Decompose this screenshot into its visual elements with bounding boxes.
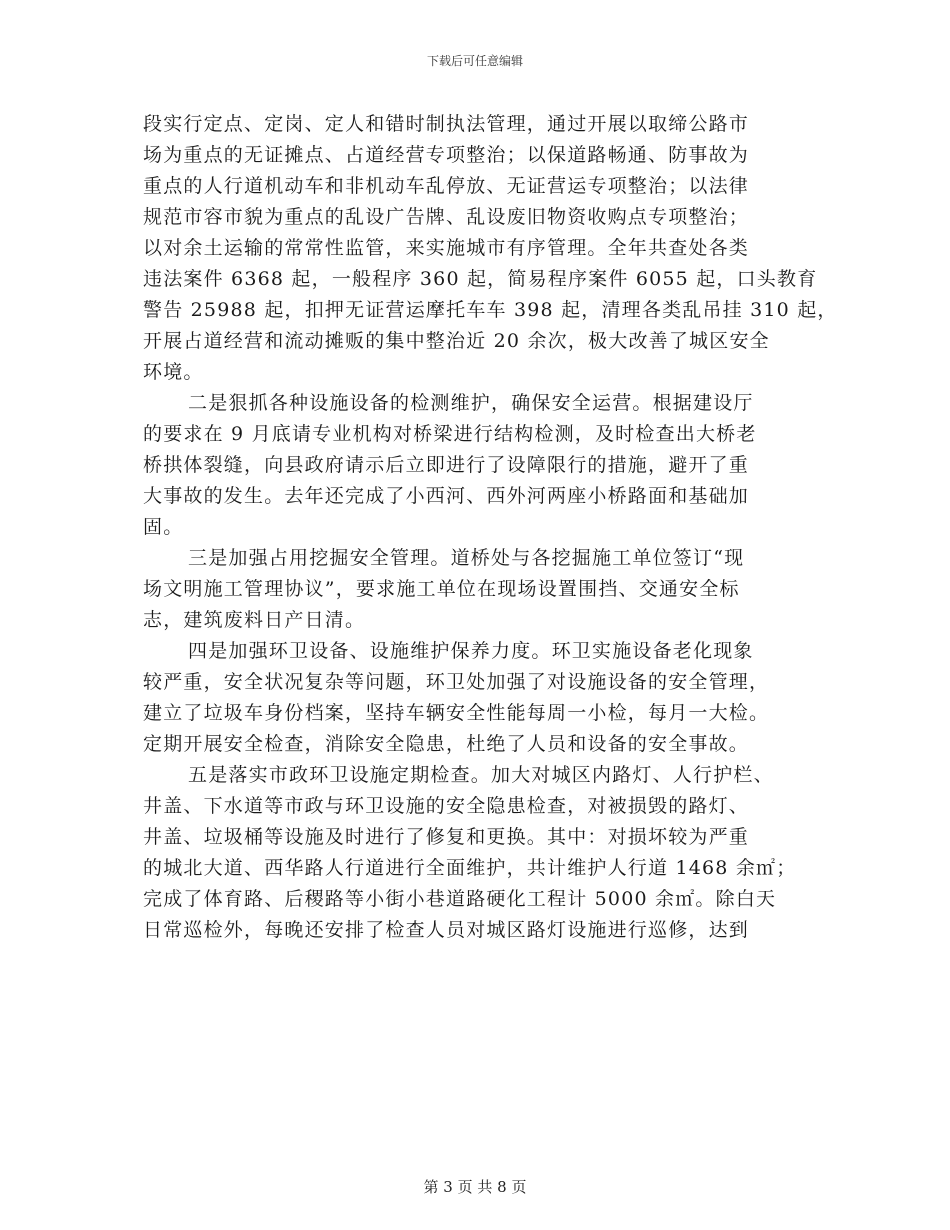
body-line: 井盖、垃圾桶等设施及时进行了修复和更换。其中：对损坏较为严重 bbox=[143, 826, 750, 848]
body-line: 完成了体育路、后稷路等小街小巷道路硬化工程计 5000 余㎡。除白天 bbox=[143, 888, 777, 910]
paragraph-first-line: 三是加强占用挖掘安全管理。道桥处与各挖掘施工单位签订“现 bbox=[188, 547, 745, 569]
page-number-footer: 第 3 页 共 8 页 bbox=[423, 1178, 527, 1196]
body-line: 违法案件 6368 起，一般程序 360 起，简易程序案件 6055 起，口头教育 bbox=[143, 268, 818, 290]
body-line: 重点的人行道机动车和非机动车乱停放、无证营运专项整治；以法律 bbox=[143, 175, 750, 197]
body-line: 桥拱体裂缝，向县政府请示后立即进行了设障限行的措施，避开了重 bbox=[143, 454, 750, 476]
body-line: 段实行定点、定岗、定人和错时制执法管理，通过开展以取缔公路市 bbox=[143, 113, 750, 135]
body-line: 警告 25988 起，扣押无证营运摩托车车 398 起，清理各类乱吊挂 310 起， bbox=[143, 299, 838, 321]
body-line: 定期开展安全检查，消除安全隐患，杜绝了人员和设备的安全事故。 bbox=[143, 733, 750, 755]
body-line: 开展占道经营和流动摊贩的集中整治近 20 余次，极大改善了城区安全 bbox=[143, 330, 770, 352]
body-line: 较严重，安全状况复杂等问题，环卫处加强了对设施设备的安全管理， bbox=[143, 671, 770, 693]
paragraph-first-line: 四是加强环卫设备、设施维护保养力度。环卫实施设备老化现象 bbox=[188, 640, 754, 662]
body-line: 大事故的发生。去年还完成了小西河、西外河两座小桥路面和基础加 bbox=[143, 485, 750, 507]
body-line: 井盖、下水道等市政与环卫设施的安全隐患检查，对被损毁的路灯、 bbox=[143, 795, 750, 817]
body-line: 日常巡检外，每晚还安排了检查人员对城区路灯设施进行巡修，达到 bbox=[143, 919, 750, 941]
body-line: 以对余土运输的常常性监管，来实施城市有序管理。全年共查处各类 bbox=[143, 237, 750, 259]
body-line: 志，建筑废料日产日清。 bbox=[143, 609, 366, 631]
body-line: 规范市容市貌为重点的乱设广告牌、乱设废旧物资收购点专项整治； bbox=[143, 206, 750, 228]
paragraph-first-line: 二是狠抓各种设施设备的检测维护，确保安全运营。根据建设厅 bbox=[188, 392, 754, 414]
body-line: 的城北大道、西华路人行道进行全面维护，共计维护人行道 1468 余㎡； bbox=[143, 857, 797, 879]
body-line: 环境。 bbox=[143, 361, 204, 383]
body-line: 建立了垃圾车身份档案，坚持车辆安全性能每周一小检，每月一大检。 bbox=[143, 702, 770, 724]
body-line: 场文明施工管理协议”，要求施工单位在现场设置围挡、交通安全标 bbox=[143, 578, 740, 600]
page-header-note: 下载后可任意编辑 bbox=[426, 54, 523, 68]
paragraph-first-line: 五是落实市政环卫设施定期检查。加大对城区内路灯、人行护栏、 bbox=[188, 764, 774, 786]
body-line: 固。 bbox=[143, 516, 184, 538]
body-line: 的要求在 9 月底请专业机构对桥梁进行结构检测，及时检查出大桥老 bbox=[143, 423, 757, 445]
body-line: 场为重点的无证摊点、占道经营专项整治；以保道路畅通、防事故为 bbox=[143, 144, 750, 166]
